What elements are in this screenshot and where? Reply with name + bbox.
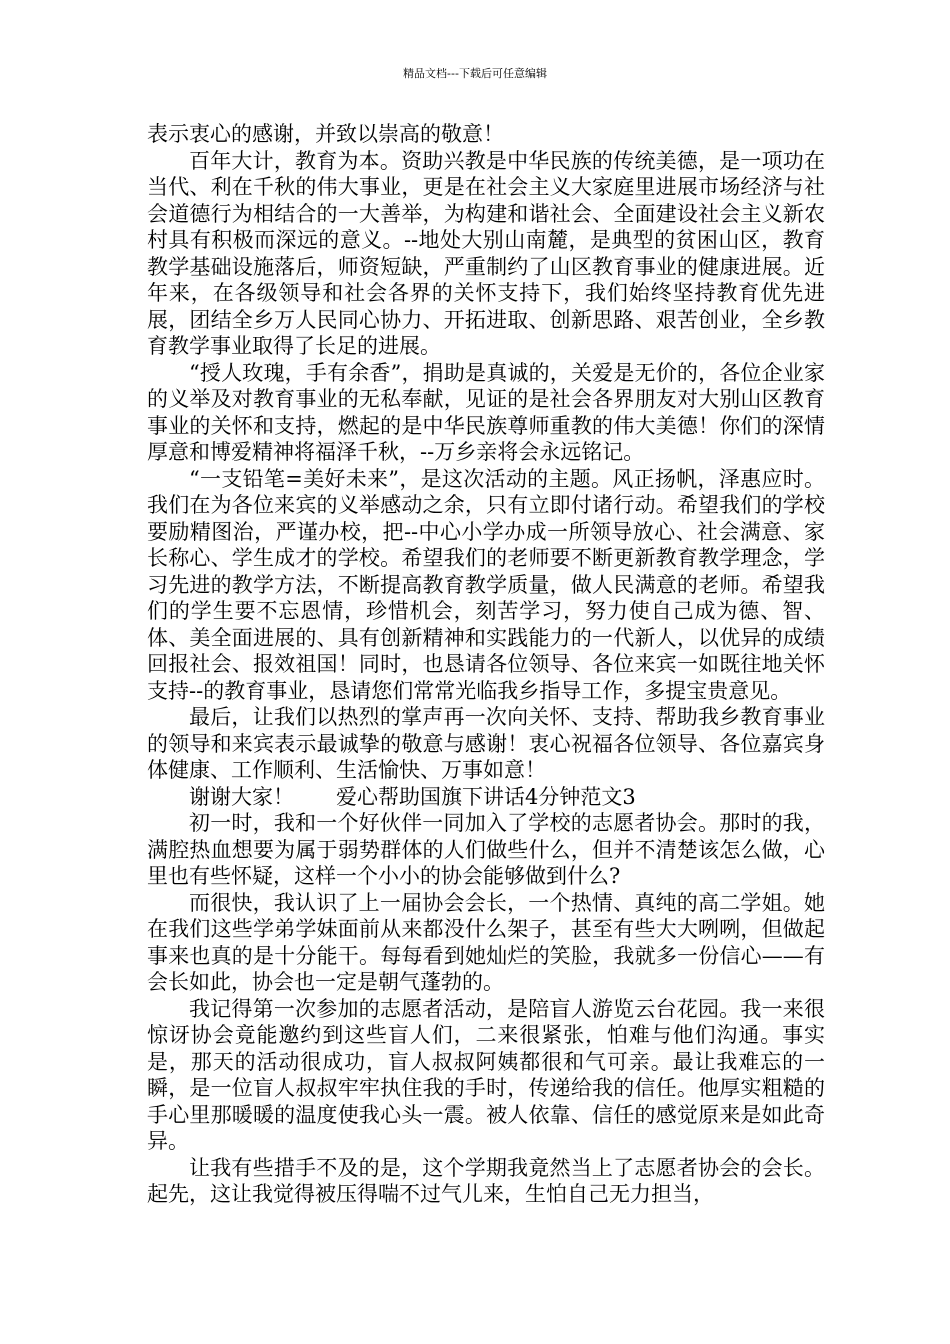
paragraph: 百年大计，教育为本。资助兴教是中华民族的传统美德，是一项功在当代、利在千秋的伟大事业，更是在社会主义大家庭里进展市场经济与社会道德行为相结合的一大善举，为构建和谐社会、全面建设社会主义新农村具有积极而深远的意义。--地处大别山南麓，是典型的贫困山区，教育教学基础设施落后，师资短缺，严重制约了山区教育事业的健康进展。近年来，在各级领导和社会各界的关怀支持下，我们始终坚持教育优先进展，团结全乡万人民同心协力、开拓进取、创新思路、艰苦创业，全乡教育教学事业取得了长足的进展。 (147, 148, 825, 358)
section-title: 爱心帮助国旗下讲话4分钟范文3 (336, 784, 636, 809)
paragraph: 最后，让我们以热烈的掌声再一次向关怀、支持、帮助我乡教育事业的领导和来宾表示最诚挚的敬意与感谢！衷心祝福各位领导、各位嘉宾身体健康、工作顺利、生活愉快、万事如意！ (147, 705, 825, 782)
paragraph: 让我有些措手不及的是，这个学期我竟然当上了志愿者协会的会长。起先，这让我觉得被压得喘不过气儿来，生怕自己无力担当， (147, 1155, 825, 1206)
paragraph: “授人玫瑰，手有余香”，捐助是真诚的，关爱是无价的，各位企业家的义举及对教育事业的无私奉献，见证的是社会各界朋友对大别山区教育事业的关怀和支持，燃起的是中华民族尊师重教的伟大美德！你们的深情厚意和博爱精神将福泽千秋，--万乡亲将会永远铭记。 (147, 360, 825, 464)
paragraph: 表示衷心的感谢，并致以崇高的敬意！ (147, 122, 504, 146)
paragraph: “一支铅笔=美好未来”，是这次活动的主题。风正扬帆，泽惠应时。我们在为各位来宾的义举感动之余，只有立即付诸行动。希望我们的学校要励精图治，严谨办校，把--中心小学办成一所领导放心、社会满意、家长称心、学生成才的学校。希望我们的老师要不断更新教育教学理念，学习先进的教学方法，不断提高教育教学质量，做人民满意的老师。希望我们的学生要不忘恩情，珍惜机会，刻苦学习，努力使自己成为德、智、体、美全面进展的、具有创新精神和实践能力的一代新人，以优异的成绩回报社会、报效祖国！同时，也恳请各位领导、各位来宾一如既往地关怀支持--的教育事业，恳请您们常常光临我乡指导工作，多提宝贵意见。 (147, 466, 825, 703)
thanks-text: 谢谢大家！ (189, 784, 294, 809)
paragraph: 而很快，我认识了上一届协会会长，一个热情、真纯的高二学姐。她在我们这些学弟学妹面前从来都没什么架子，甚至有些大大咧咧，但做起事来也真的是十分能干。每每看到她灿烂的笑脸，我就多一份信心——有会长如此，协会也一定是朝气蓬勃的。 (147, 890, 825, 994)
thanks-and-section-title (147, 784, 825, 811)
paragraph: 我记得第一次参加的志愿者活动，是陪盲人游览云台花园。我一来很惊讶协会竟能邀约到这些盲人们，二来很紧张，怕难与他们沟通。事实是，那天的活动很成功，盲人叔叔阿姨都很和气可亲。最让我难忘的一瞬，是一位盲人叔叔牢牢执住我的手时，传递给我的信任。他厚实粗糙的手心里那暖暖的温度使我心头一震。被人依靠、信任的感觉原来是如此奇异。 (147, 996, 825, 1153)
document-body (147, 121, 825, 1208)
paragraph: 初一时，我和一个好伙伴一同加入了学校的志愿者协会。那时的我，满腔热血想要为属于弱势群体的人们做些什么，但并不清楚该怎么做，心里也有些怀疑，这样一个小小的协会能够做到什么? (147, 811, 825, 888)
page-header: 精品文档---下载后可任意编辑 (403, 67, 547, 80)
